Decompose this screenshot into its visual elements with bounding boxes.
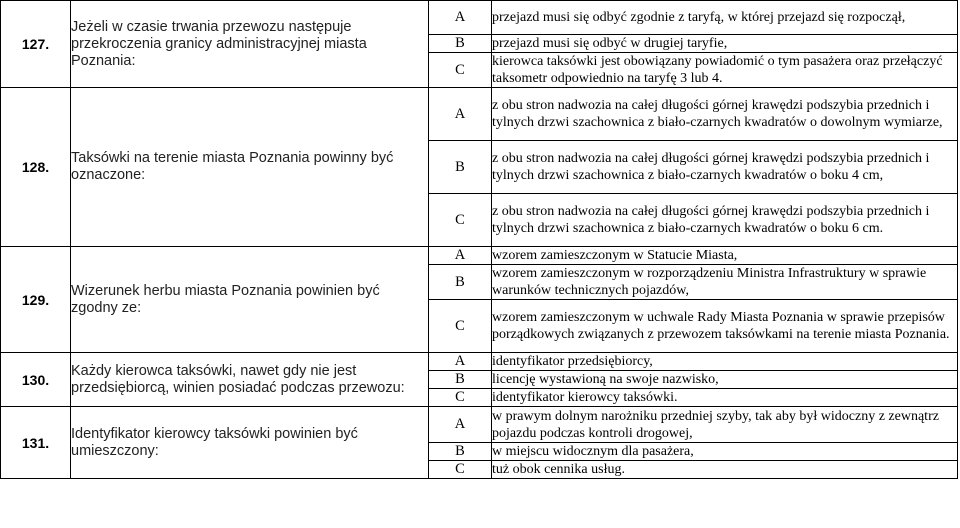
answer-letter: C [429, 194, 492, 247]
answer-text: wzorem zamieszczonym w uchwale Rady Miasta Poznania w sprawie przepisów porządkowych związanych z przewozem taksówkami na terenie miasta Poznania. [492, 300, 958, 353]
answer-letter: C [429, 53, 492, 88]
answer-text: w prawym dolnym narożniku przedniej szyby, tak aby był widoczny z zewnątrz pojazdu podczas kontroli drogowej, [492, 407, 958, 443]
answer-letter: B [429, 265, 492, 300]
question-text: Wizerunek herbu miasta Poznania powinien być zgodny ze: [71, 247, 429, 353]
answer-text: w miejscu widocznym dla pasażera, [492, 443, 958, 461]
answer-text: wzorem zamieszczonym w Statucie Miasta, [492, 247, 958, 265]
answer-row [1, 88, 958, 141]
answer-text: tuż obok cennika usług. [492, 461, 958, 479]
question-number: 129. [1, 247, 71, 353]
answer-letter: A [429, 247, 492, 265]
answer-letter: B [429, 35, 492, 53]
question-number: 128. [1, 88, 71, 247]
question-number: 130. [1, 353, 71, 407]
answer-letter: B [429, 141, 492, 194]
answer-text: licencję wystawioną na swoje nazwisko, [492, 371, 958, 389]
answer-row [1, 1, 958, 35]
answer-row [1, 407, 958, 443]
answer-text: identyfikator przedsiębiorcy, [492, 353, 958, 371]
answer-text: z obu stron nadwozia na całej długości górnej krawędzi podszybia przednich i tylnych drzwi szachownica z biało-czarnych kwadratów o dowolnym wymiarze, [492, 88, 958, 141]
answer-text: z obu stron nadwozia na całej długości górnej krawędzi podszybia przednich i tylnych drzwi szachownica z biało-czarnych kwadratów o boku 4 cm, [492, 141, 958, 194]
question-text: Jeżeli w czasie trwania przewozu następuje przekroczenia granicy administracyjnej miasta Poznania: [71, 1, 429, 88]
question-text: Każdy kierowca taksówki, nawet gdy nie jest przedsiębiorcą, winien posiadać podczas przewozu: [71, 353, 429, 407]
answer-text: przejazd musi się odbyć w drugiej taryfie, [492, 35, 958, 53]
answer-letter: C [429, 461, 492, 479]
answer-text: przejazd musi się odbyć zgodnie z taryfą, w której przejazd się rozpoczął, [492, 1, 958, 35]
answer-letter: A [429, 88, 492, 141]
answer-letter: C [429, 389, 492, 407]
answer-text: wzorem zamieszczonym w rozporządzeniu Ministra Infrastruktury w sprawie warunków technicznych pojazdów, [492, 265, 958, 300]
answer-letter: A [429, 1, 492, 35]
question-number: 127. [1, 1, 71, 88]
question-text: Taksówki na terenie miasta Poznania powinny być oznaczone: [71, 88, 429, 247]
question-number: 131. [1, 407, 71, 479]
answer-text: identyfikator kierowcy taksówki. [492, 389, 958, 407]
answer-text: kierowca taksówki jest obowiązany powiadomić o tym pasażera oraz przełączyć taksometr odpowiednio na taryfę 3 lub 4. [492, 53, 958, 88]
answer-row [1, 353, 958, 371]
answer-letter: A [429, 353, 492, 371]
answer-letter: B [429, 371, 492, 389]
answer-row [1, 247, 958, 265]
answer-letter: A [429, 407, 492, 443]
answer-letter: C [429, 300, 492, 353]
question-text: Identyfikator kierowcy taksówki powinien być umieszczony: [71, 407, 429, 479]
answer-text: z obu stron nadwozia na całej długości górnej krawędzi podszybia przednich i tylnych drzwi szachownica z biało-czarnych kwadratów o boku 6 cm. [492, 194, 958, 247]
answer-letter: B [429, 443, 492, 461]
